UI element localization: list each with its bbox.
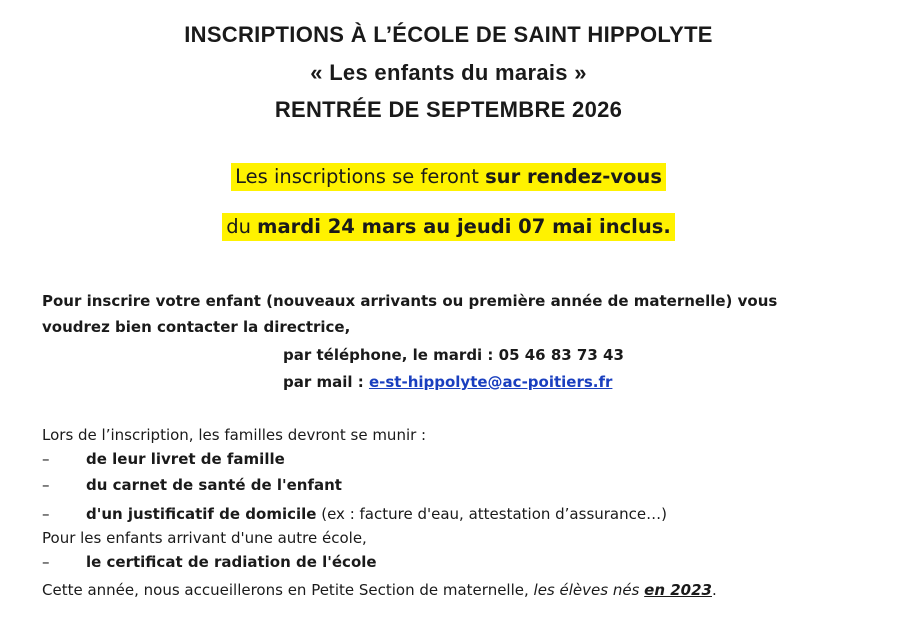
highlight-line-2-bold: mardi 24 mars au jeudi 07 mai inclus. <box>257 215 671 238</box>
dash-marker: – <box>42 553 50 571</box>
note-year: en 2023 <box>644 581 712 599</box>
other-school-item-label: le certificat de radiation de l'école <box>86 553 377 571</box>
phone-line: par téléphone, le mardi : 05 46 83 73 43 <box>283 346 624 364</box>
title-line-3: RENTRÉE DE SEPTEMBRE 2026 <box>274 97 623 122</box>
highlight-line-2 <box>0 215 897 238</box>
note-plain: Cette année, nous accueillerons en Petite Section de maternelle, <box>42 581 534 599</box>
document-item-label: du carnet de santé de l'enfant <box>86 476 342 494</box>
document-item <box>42 473 342 497</box>
highlight-line-2-plain: du <box>226 215 258 238</box>
document-item <box>42 447 285 471</box>
highlight-line-1-plain: Les inscriptions se feront <box>235 165 486 188</box>
document-item-label: d'un justificatif de domicile <box>86 505 317 523</box>
dash-marker: – <box>42 450 50 468</box>
other-school-intro: Pour les enfants arrivant d'une autre école, <box>42 529 367 547</box>
documents-intro: Lors de l’inscription, les familles devront se munir : <box>42 426 427 444</box>
highlight-line-1-bold: sur rendez-vous <box>485 165 662 188</box>
document-item-suffix: (ex : facture d'eau, attestation d’assurance…) <box>316 505 667 523</box>
dash-marker: – <box>42 505 50 523</box>
highlight-line-1 <box>0 165 897 188</box>
enrollment-note <box>42 578 717 602</box>
note-italic: les élèves nés <box>533 581 645 599</box>
mail-label: par mail : <box>283 373 369 391</box>
mail-link[interactable]: e-st-hippolyte@ac-poitiers.fr <box>368 373 613 391</box>
note-end: . <box>711 581 717 599</box>
dash-marker: – <box>42 476 50 494</box>
contact-intro-line-1: Pour inscrire votre enfant (nouveaux arrivants ou première année de maternelle) vous <box>42 292 778 310</box>
document-item-label: de leur livret de famille <box>86 450 285 468</box>
other-school-item <box>42 550 377 574</box>
title-line-2: « Les enfants du marais » <box>310 60 587 85</box>
title-line-1: INSCRIPTIONS À L’ÉCOLE DE SAINT HIPPOLYTE <box>184 22 713 47</box>
mail-line <box>283 370 612 394</box>
document-item <box>42 502 667 526</box>
contact-intro-line-2: voudrez bien contacter la directrice, <box>42 318 351 336</box>
